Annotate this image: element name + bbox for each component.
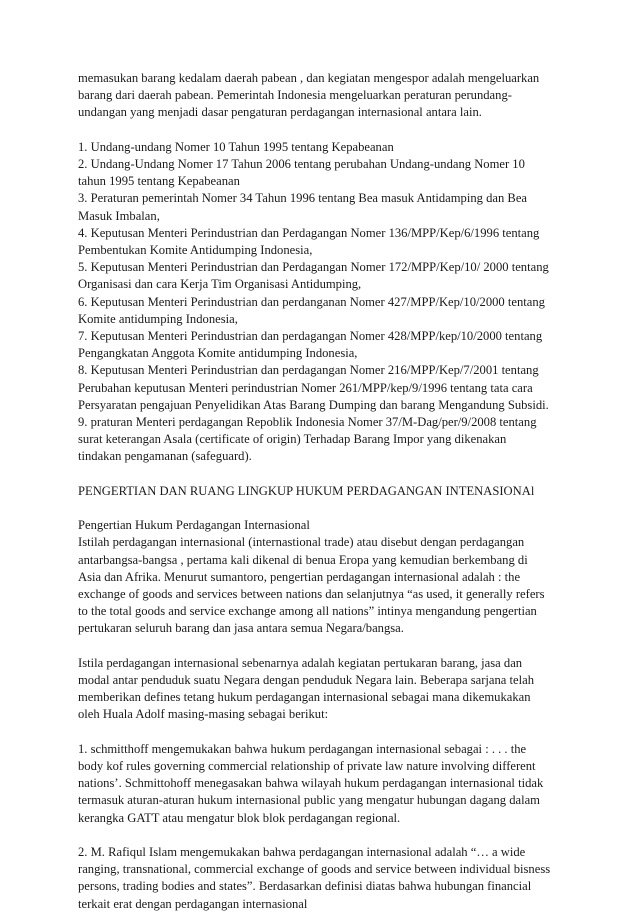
- paragraph-spacer: [78, 500, 578, 517]
- text-line: to the total goods and service exchange among all nations” intinya mengandung pengertian: [78, 604, 537, 619]
- intro-paragraph: [78, 70, 578, 122]
- regulation-list: [78, 139, 578, 466]
- text-line: memasukan barang kedalam daerah pabean , dan kegiatan mengespor adalah mengeluarkan: [78, 71, 540, 85]
- text-line: Istila perdagangan internasional sebenarnya adalah kegiatan pertukaran barang, jasa dan: [78, 655, 523, 670]
- text-line: surat keterangan Asala (certificate of origin) Terhadap Barang Impor yang dikenakan: [78, 432, 507, 447]
- text-line: 9. praturan Menteri perdagangan Repoblik Indonesia Nomer 37/M-Dag/per/9/2008 tentang: [78, 415, 537, 430]
- text-line: nations’. Schmittohoff menegasakan bahwa wilayah hukum perdagangan internasional tidak: [78, 776, 544, 791]
- text-line: pertukaran seluruh barang dan jasa antara semua Negara/bangsa.: [78, 621, 404, 636]
- text-line: persons, trading bodies and states”. Berdasarkan definisi diatas bahwa hubungan financial: [78, 879, 532, 894]
- text-line: Istilah perdagangan internasional (internastional trade) atau disebut dengan perdagangan: [78, 535, 525, 550]
- section-heading: [78, 483, 578, 500]
- paragraph-spacer: [78, 122, 578, 139]
- text-line: kerangka GATT atau mengatur blok blok perdagangan regional.: [78, 810, 401, 825]
- text-line: barang dari daerah pabean. Pemerintah Indonesia mengeluarkan peraturan perundang-: [78, 88, 512, 103]
- schmitthoff-paragraph: [78, 741, 578, 827]
- text-line: 4. Keputusan Menteri Perindustrian dan Perdagangan Nomer 136/MPP/Kep/6/1996 tentang: [78, 225, 540, 240]
- text-line: terkait erat dengan perdagangan internasional: [78, 896, 308, 911]
- text-line: Asia dan Afrika. Menurut sumantoro, pengertian perdagangan internasional adalah : the: [78, 569, 521, 584]
- text-line: 2. M. Rafiqul Islam mengemukakan bahwa perdagangan internasional adalah “… a wide: [78, 845, 526, 860]
- text-line: antarbangsa-bangsa , pertama kali dikenal di benua Eropa yang kemudian berkembang di: [78, 552, 528, 567]
- text-line: 5. Keputusan Menteri Perindustrian dan Perdagangan Nomer 172/MPP/Kep/10/ 2000 tentang: [78, 260, 549, 275]
- text-line: ranging, transnational, commercial exchange of goods and service between individual bisness: [78, 862, 551, 877]
- text-line: 6. Keputusan Menteri Perindustrian dan perdanganan Nomer 427/MPP/Kep/10/2000 tentang: [78, 294, 545, 309]
- document-page: [78, 70, 578, 913]
- text-line: 3. Peraturan pemerintah Nomer 34 Tahun 1996 tentang Bea masuk Antidamping dan Bea: [78, 191, 528, 206]
- text-line: Organisasi dan cara Kerja Tim Organisasi Antidumping,: [78, 277, 362, 292]
- text-line: tindakan pengamanan (safeguard).: [78, 449, 252, 464]
- text-line: 7. Keputusan Menteri Perindustrian dan perdagangan Nomer 428/MPP/kep/10/2000 tentang: [78, 329, 543, 344]
- text-line: Komite antidumping Indonesia,: [78, 311, 238, 326]
- text-line: 2. Undang-Undang Nomer 17 Tahun 2006 tentang perubahan Undang-undang Nomer 10: [78, 157, 525, 171]
- text-line: 1. schmitthoff mengemukakan bahwa hukum perdagangan internasional sebagai : . . . the: [78, 741, 527, 756]
- text-line: modal antar penduduk suatu Negara dengan penduduk Negara lain. Beberapa sarjana telah: [78, 673, 534, 688]
- paragraph-spacer: [78, 827, 578, 844]
- text-line: undangan yang menjadi dasar pengaturan perdagangan internasional antara lain.: [78, 105, 482, 120]
- text-line: body kof rules governing commercial relationship of private law nature involving different: [78, 759, 536, 774]
- text-line: oleh Huala Adolf masing-masing sebagai berikut:: [78, 707, 329, 722]
- text-line: 1. Undang-undang Nomer 10 Tahun 1995 tentang Kepabeanan: [78, 139, 394, 154]
- text-line: Pengangkatan Anggota Komite antidumping Indonesia,: [78, 346, 358, 361]
- istila-paragraph: [78, 655, 578, 724]
- paragraph-spacer: [78, 638, 578, 655]
- text-line: Masuk Imbalan,: [78, 208, 160, 223]
- text-line: memberikan defines tetang hukum perdagangan internasional sebagai mana dikemukakan: [78, 690, 531, 705]
- text-line: PENGERTIAN DAN RUANG LINGKUP HUKUM PERDAGANGAN INTENASIONAl: [78, 483, 535, 498]
- text-line: exchange of goods and services between nations dan selanjutnya “as used, it generally refers: [78, 587, 545, 602]
- text-line: Persyaratan pengajuan Penyelidikan Atas Barang Dumping dan barang Mengandung Subsidi.: [78, 397, 549, 412]
- definition-paragraph: [78, 517, 578, 637]
- text-line: 8. Keputusan Menteri Perindustrian dan perdagangan Nomer 216/MPP/Kep/7/2001 tentang: [78, 363, 539, 378]
- text-line: Pengertian Hukum Perdagangan Internasional: [78, 518, 310, 533]
- text-line: tahun 1995 tentang Kepabeanan: [78, 174, 240, 189]
- text-line: Pembentukan Komite Antidumping Indonesia,: [78, 243, 313, 258]
- paragraph-spacer: [78, 724, 578, 741]
- paragraph-spacer: [78, 466, 578, 483]
- text-line: termasuk aturan-aturan hukum internasional public yang mengatur hubungan dagang dalam: [78, 793, 540, 808]
- text-line: Perubahan keputusan Menteri perindustrian Nomer 261/MPP/kep/9/1996 tentang tata cara: [78, 380, 533, 395]
